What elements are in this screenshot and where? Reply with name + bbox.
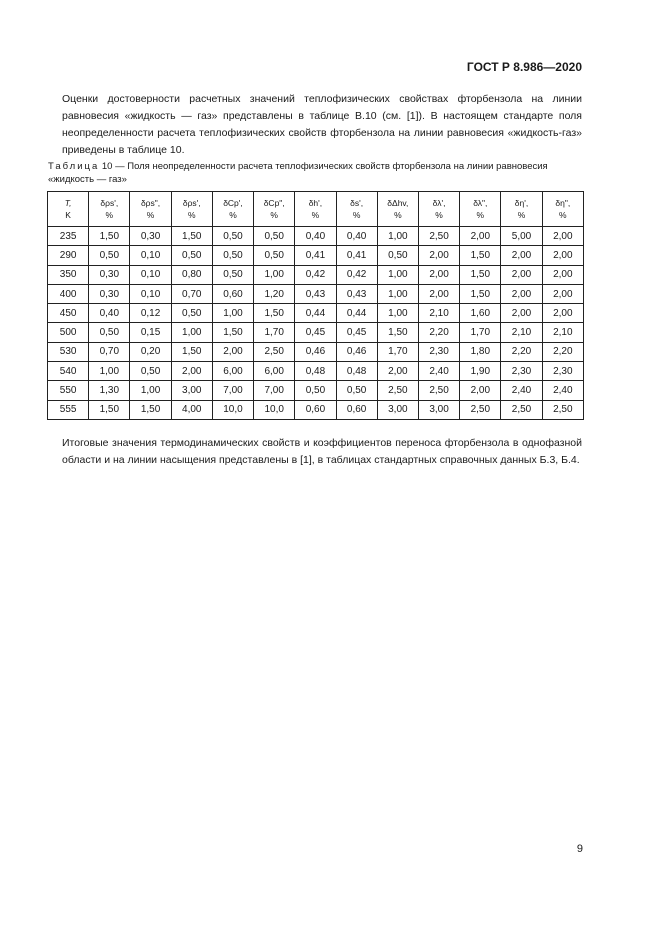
table-cell: 0,43 (295, 284, 336, 303)
table-cell: 1,50 (89, 227, 130, 246)
table-row (48, 265, 584, 284)
column-header (336, 192, 377, 227)
table-cell: 1,00 (171, 323, 212, 342)
column-header (501, 192, 542, 227)
table-cell: 1,50 (460, 265, 501, 284)
table-caption-label: Таблица (48, 161, 100, 172)
table-cell: 0,50 (89, 246, 130, 265)
column-unit: % (229, 210, 237, 220)
table-cell: 0,20 (130, 342, 171, 361)
column-header (212, 192, 253, 227)
table-cell: 2,20 (501, 342, 542, 361)
column-unit: % (435, 210, 443, 220)
table-cell: 3,00 (171, 381, 212, 400)
table-cell: 2,00 (418, 246, 459, 265)
intro-paragraph: Оценки достоверности расчетных значений теплофизических свойствах фторбензола на линии равновесия «жидкость — газ» представлены в таблице В.10 (см. [1]). В настоящем стандарте поля неопределенности расчета теплофизических свойств фторбензола на линии равновесия «жидкость-газ» приведены в таблице 10. (62, 93, 582, 156)
table-cell: 0,50 (212, 227, 253, 246)
column-header (460, 192, 501, 227)
table-cell: 1,50 (254, 304, 295, 323)
column-name: δCp", (263, 198, 285, 208)
table-cell: 1,00 (130, 381, 171, 400)
table-cell: 0,15 (130, 323, 171, 342)
conclusion-paragraph: Итоговые значения термодинамических свойств и коэффициентов переноса фторбензола в однофазной области и на линии насыщения представлены в [1], в таблицах стандартных справочных данных Б.3, Б.4. (62, 437, 582, 466)
table-cell: 2,00 (501, 284, 542, 303)
column-header (171, 192, 212, 227)
table-cell: 500 (48, 323, 89, 342)
table-cell: 350 (48, 265, 89, 284)
column-unit: % (146, 210, 155, 220)
column-name: δh', (308, 198, 323, 208)
column-name: δλ', (432, 198, 446, 208)
table-cell: 1,50 (130, 400, 171, 419)
uncertainty-table (47, 191, 584, 420)
table-cell: 0,70 (171, 284, 212, 303)
page-number: 9 (576, 843, 583, 855)
table-cell: 540 (48, 362, 89, 381)
table-cell: 2,20 (418, 323, 459, 342)
column-unit: % (105, 210, 114, 220)
table-cell: 2,30 (418, 342, 459, 361)
table-cell: 0,40 (336, 227, 377, 246)
table-cell: 1,50 (212, 323, 253, 342)
table-cell: 0,48 (295, 362, 336, 381)
table-cell: 6,00 (254, 362, 295, 381)
table-cell: 1,00 (377, 304, 418, 323)
table-cell: 3,00 (418, 400, 459, 419)
table-cell: 0,44 (336, 304, 377, 323)
table-row (48, 284, 584, 303)
column-unit: % (476, 210, 485, 220)
table-cell: 0,30 (130, 227, 171, 246)
table-cell: 0,50 (254, 227, 295, 246)
table-caption-text: 10 — Поля неопределенности расчета теплофизических свойств фторбензола на линии равновесия «жидкость — газ» (48, 161, 548, 185)
table-cell: 0,50 (336, 381, 377, 400)
table-cell: 235 (48, 227, 89, 246)
column-name: δλ", (473, 198, 488, 208)
column-header (377, 192, 418, 227)
table-cell: 1,00 (377, 227, 418, 246)
column-header (542, 192, 583, 227)
table-cell: 2,50 (418, 227, 459, 246)
column-name: δCp', (223, 198, 243, 208)
column-header (130, 192, 171, 227)
table-cell: 0,43 (336, 284, 377, 303)
table-cell: 2,10 (418, 304, 459, 323)
column-header (418, 192, 459, 227)
table-cell: 0,41 (295, 246, 336, 265)
table-cell: 1,60 (460, 304, 501, 323)
table-cell: 0,12 (130, 304, 171, 323)
table-cell: 2,00 (542, 304, 583, 323)
table-cell: 550 (48, 381, 89, 400)
column-name: δη", (555, 198, 571, 208)
table-cell: 2,50 (542, 400, 583, 419)
table-cell: 2,00 (418, 284, 459, 303)
column-header (89, 192, 130, 227)
table-cell: 1,20 (254, 284, 295, 303)
table-cell: 2,00 (542, 246, 583, 265)
table-cell: 0,10 (130, 265, 171, 284)
table-cell: 0,50 (212, 246, 253, 265)
table-cell: 1,50 (89, 400, 130, 419)
table-cell: 6,00 (212, 362, 253, 381)
table-cell: 2,50 (254, 342, 295, 361)
table-cell: 0,50 (295, 381, 336, 400)
column-unit: % (187, 210, 196, 220)
table-row (48, 362, 584, 381)
table-cell: 2,00 (501, 304, 542, 323)
table-cell: 0,48 (336, 362, 377, 381)
table-cell: 2,40 (542, 381, 583, 400)
table-cell: 2,00 (542, 227, 583, 246)
column-unit: % (311, 210, 320, 220)
table-cell: 2,00 (501, 265, 542, 284)
table-cell: 1,30 (89, 381, 130, 400)
table-cell: 2,50 (460, 400, 501, 419)
table-cell: 2,30 (542, 362, 583, 381)
table-cell: 1,00 (377, 265, 418, 284)
column-name: δs', (350, 198, 364, 208)
table-cell: 530 (48, 342, 89, 361)
table-cell: 0,60 (295, 400, 336, 419)
column-header (295, 192, 336, 227)
table-cell: 0,46 (336, 342, 377, 361)
table-cell: 2,00 (542, 265, 583, 284)
table-cell: 7,00 (254, 381, 295, 400)
table-cell: 1,00 (377, 284, 418, 303)
table-cell: 450 (48, 304, 89, 323)
table-cell: 0,60 (212, 284, 253, 303)
table-cell: 2,00 (377, 362, 418, 381)
table-row (48, 323, 584, 342)
table-cell: 0,50 (89, 323, 130, 342)
column-name: δρs", (140, 198, 161, 208)
table-cell: 0,45 (295, 323, 336, 342)
table-cell: 0,40 (89, 304, 130, 323)
table-row (48, 400, 584, 419)
table-cell: 2,50 (501, 400, 542, 419)
column-unit: % (394, 210, 402, 220)
table-cell: 5,00 (501, 227, 542, 246)
table-cell: 0,45 (336, 323, 377, 342)
table-cell: 1,50 (171, 342, 212, 361)
table-cell: 2,50 (377, 381, 418, 400)
table-cell: 0,50 (212, 265, 253, 284)
table-cell: 3,00 (377, 400, 418, 419)
column-name: δη', (514, 198, 529, 208)
table-cell: 0,30 (89, 265, 130, 284)
table-cell: 0,44 (295, 304, 336, 323)
table-cell: 0,40 (295, 227, 336, 246)
column-name: δΔhv, (387, 198, 409, 208)
table-cell: 1,50 (171, 227, 212, 246)
column-unit: % (270, 210, 278, 220)
table-cell: 1,50 (377, 323, 418, 342)
document-code: ГОСТ Р 8.986—2020 (466, 60, 582, 74)
table-cell: 10,0 (212, 400, 253, 419)
table-cell: 1,50 (460, 284, 501, 303)
table-cell: 4,00 (171, 400, 212, 419)
table-cell: 2,00 (212, 342, 253, 361)
table-cell: 0,50 (130, 362, 171, 381)
table-row (48, 342, 584, 361)
column-unit: % (517, 210, 526, 220)
column-header (254, 192, 295, 227)
table-cell: 1,50 (460, 246, 501, 265)
table-cell: 0,42 (336, 265, 377, 284)
table-cell: 555 (48, 400, 89, 419)
column-name: δρs', (100, 198, 119, 208)
table-cell: 1,70 (377, 342, 418, 361)
table-row (48, 246, 584, 265)
table-cell: 2,00 (460, 227, 501, 246)
table-cell: 2,40 (418, 362, 459, 381)
table-row (48, 304, 584, 323)
table-cell: 1,00 (212, 304, 253, 323)
table-cell: 0,30 (89, 284, 130, 303)
table-header-row (48, 192, 584, 227)
column-unit: % (352, 210, 361, 220)
table-cell: 0,41 (336, 246, 377, 265)
table-cell: 7,00 (212, 381, 253, 400)
table-cell: 0,50 (377, 246, 418, 265)
table-cell: 1,00 (89, 362, 130, 381)
column-unit: % (559, 210, 567, 220)
table-cell: 0,60 (336, 400, 377, 419)
table-cell: 10,0 (254, 400, 295, 419)
table-row (48, 227, 584, 246)
table-caption (48, 160, 588, 186)
table-cell: 2,00 (418, 265, 459, 284)
table-cell: 0,10 (130, 284, 171, 303)
table-cell: 0,42 (295, 265, 336, 284)
column-name: δρs', (182, 198, 201, 208)
table-cell: 0,80 (171, 265, 212, 284)
table-cell: 2,00 (501, 246, 542, 265)
column-unit: K (65, 210, 71, 220)
table-cell: 0,50 (171, 304, 212, 323)
table-cell: 2,30 (501, 362, 542, 381)
table-cell: 2,10 (542, 323, 583, 342)
table-cell: 2,00 (542, 284, 583, 303)
table-cell: 2,00 (171, 362, 212, 381)
table-cell: 0,70 (89, 342, 130, 361)
table-cell: 1,70 (254, 323, 295, 342)
table-cell: 0,10 (130, 246, 171, 265)
table-cell: 0,50 (171, 246, 212, 265)
column-header (48, 192, 89, 227)
table-cell: 1,80 (460, 342, 501, 361)
table-cell: 1,90 (460, 362, 501, 381)
table-cell: 2,10 (501, 323, 542, 342)
table-cell: 2,00 (460, 381, 501, 400)
table-cell: 1,00 (254, 265, 295, 284)
table-cell: 0,50 (254, 246, 295, 265)
column-name: T, (64, 198, 72, 208)
table-cell: 1,70 (460, 323, 501, 342)
table-cell: 400 (48, 284, 89, 303)
table-cell: 0,46 (295, 342, 336, 361)
table-cell: 290 (48, 246, 89, 265)
table-cell: 2,40 (501, 381, 542, 400)
table-cell: 2,50 (418, 381, 459, 400)
table-row (48, 381, 584, 400)
table-cell: 2,20 (542, 342, 583, 361)
